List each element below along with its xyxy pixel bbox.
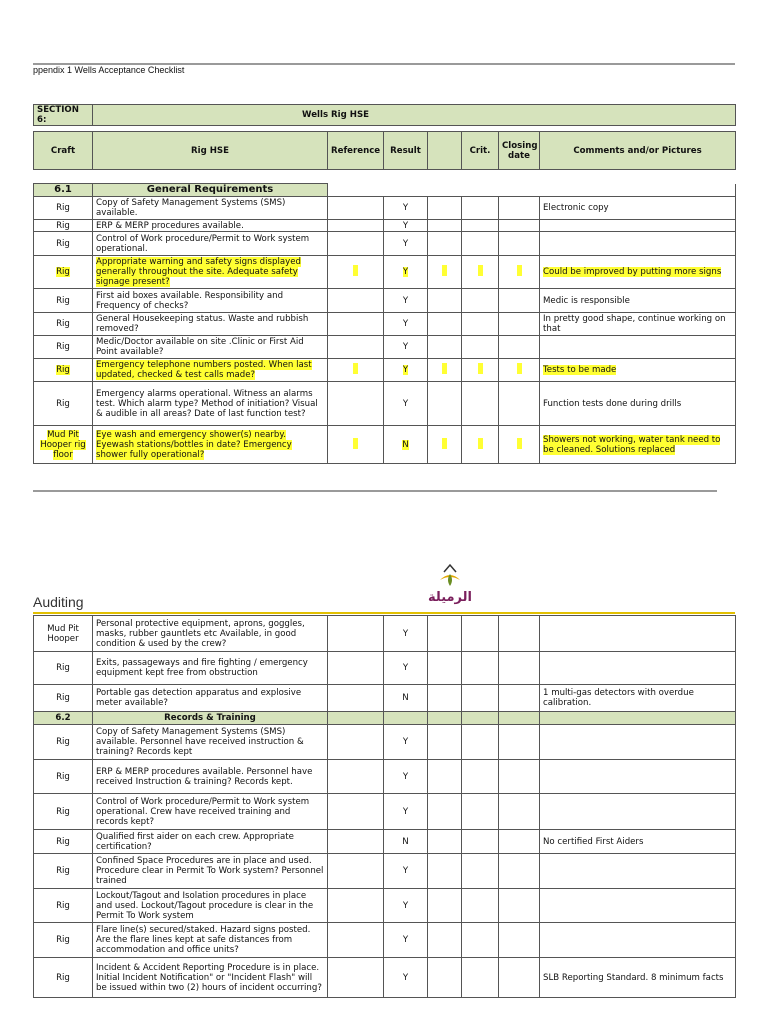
extra-cell	[428, 313, 462, 336]
item-cell: Flare line(s) secured/staked. Hazard signs posted. Are the flare lines kept at safe distances from accommodation and office units?	[93, 923, 328, 958]
comment-cell: Function tests done during drills	[540, 382, 736, 426]
comment-cell: No certified First Aiders	[540, 830, 736, 854]
item-cell: Lockout/Tagout and Isolation procedures in place and used. Lockout/Tagout procedure is clear in the Permit To Work system	[93, 889, 328, 923]
extra-cell	[428, 830, 462, 854]
comment-cell	[540, 336, 736, 359]
comment-cell	[540, 725, 736, 760]
highlight-mark	[478, 265, 483, 276]
extra-cell	[428, 289, 462, 313]
craft-cell: Rig	[34, 794, 93, 830]
closing-date-cell	[499, 359, 540, 382]
craft-cell: Rig	[34, 256, 93, 289]
result-cell: Y	[384, 889, 428, 923]
table-row	[34, 289, 736, 313]
crit-cell	[462, 220, 499, 232]
result-cell: Y	[384, 313, 428, 336]
table-row	[34, 197, 736, 220]
extra-cell	[428, 923, 462, 958]
table-row	[34, 760, 736, 794]
crit-cell	[462, 616, 499, 652]
subsection-number: 6.1	[34, 184, 93, 197]
craft-cell: Rig	[34, 760, 93, 794]
item-cell: Exits, passageways and fire fighting / emergency equipment kept free from obstruction	[93, 652, 328, 685]
reference-cell	[328, 958, 384, 998]
extra-cell	[428, 958, 462, 998]
crit-cell	[462, 313, 499, 336]
reference-cell	[328, 359, 384, 382]
crit-cell	[462, 958, 499, 998]
comment-cell: Could be improved by putting more signs	[540, 256, 736, 289]
result-cell: Y	[384, 232, 428, 256]
table-row	[34, 220, 736, 232]
extra-cell	[428, 256, 462, 289]
highlight-mark	[353, 363, 358, 374]
extra-cell	[428, 220, 462, 232]
closing-date-cell	[499, 830, 540, 854]
crit-cell	[462, 652, 499, 685]
crit-cell	[462, 830, 499, 854]
craft-cell: Rig	[34, 232, 93, 256]
closing-date-cell	[499, 685, 540, 712]
item-cell: Control of Work procedure/Permit to Work system operational. Crew have received training and records kept?	[93, 794, 328, 830]
closing-date-cell	[499, 289, 540, 313]
table-row	[34, 616, 736, 652]
closing-date-cell	[499, 889, 540, 923]
comment-cell	[540, 794, 736, 830]
item-cell: Confined Space Procedures are in place and used. Procedure clear in Permit To Work system? Personnel trained	[93, 854, 328, 889]
result-cell: Y	[384, 854, 428, 889]
craft-cell: Mud Pit Hooper rig floor	[34, 426, 93, 464]
highlight-mark	[442, 438, 447, 449]
closing-date-cell	[499, 794, 540, 830]
col-reference: Reference	[328, 132, 384, 170]
highlight-mark	[517, 438, 522, 449]
craft-cell: Rig	[34, 197, 93, 220]
item-cell: Emergency alarms operational. Witness an alarms test. Which alarm type? Method of initiation? Visual & audible in all areas? Date of last function test?	[93, 382, 328, 426]
closing-date-cell	[499, 197, 540, 220]
table-row	[34, 854, 736, 889]
highlight-mark	[478, 438, 483, 449]
comment-cell: Showers not working, water tank need to be cleaned. Solutions replaced	[540, 426, 736, 464]
subsection-number: 6.2	[34, 712, 93, 725]
checklist-table-6-2	[33, 615, 736, 998]
table-row	[34, 426, 736, 464]
extra-cell	[428, 725, 462, 760]
extra-cell	[428, 760, 462, 794]
extra-cell	[428, 616, 462, 652]
extra-cell	[428, 232, 462, 256]
result-cell: Y	[384, 256, 428, 289]
item-cell: Portable gas detection apparatus and explosive meter available?	[93, 685, 328, 712]
item-cell: Copy of Safety Management Systems (SMS) available. Personnel have received instruction & training? Records kept	[93, 725, 328, 760]
crit-cell	[462, 197, 499, 220]
table-row	[34, 336, 736, 359]
closing-date-cell	[499, 958, 540, 998]
craft-cell: Rig	[34, 889, 93, 923]
craft-cell: Rig	[34, 923, 93, 958]
crit-cell	[462, 889, 499, 923]
item-cell: Qualified first aider on each crew. Appropriate certification?	[93, 830, 328, 854]
result-cell: Y	[384, 336, 428, 359]
comment-cell: In pretty good shape, continue working on that	[540, 313, 736, 336]
table-row	[34, 382, 736, 426]
craft-cell: Rig	[34, 725, 93, 760]
result-cell: N	[384, 426, 428, 464]
item-cell: ERP & MERP procedures available.	[93, 220, 328, 232]
crit-cell	[462, 760, 499, 794]
col-crit: Crit.	[462, 132, 499, 170]
comment-cell	[540, 220, 736, 232]
extra-cell	[428, 359, 462, 382]
crit-cell	[462, 382, 499, 426]
col-blank	[428, 132, 462, 170]
extra-cell	[428, 854, 462, 889]
crit-cell	[462, 794, 499, 830]
item-cell: Control of Work procedure/Permit to Work system operational.	[93, 232, 328, 256]
reference-cell	[328, 652, 384, 685]
extra-cell	[428, 336, 462, 359]
result-cell: Y	[384, 220, 428, 232]
comment-cell: Medic is responsible	[540, 289, 736, 313]
craft-cell: Rig	[34, 289, 93, 313]
extra-cell	[428, 652, 462, 685]
extra-cell	[428, 426, 462, 464]
result-cell: Y	[384, 382, 428, 426]
crit-cell	[462, 426, 499, 464]
closing-date-cell	[499, 616, 540, 652]
crit-cell	[462, 923, 499, 958]
comment-cell: Tests to be made	[540, 359, 736, 382]
reference-cell	[328, 289, 384, 313]
comment-cell	[540, 854, 736, 889]
comment-cell	[540, 232, 736, 256]
comment-cell: SLB Reporting Standard. 8 minimum facts	[540, 958, 736, 998]
crit-cell	[462, 289, 499, 313]
section-title: Wells Rig HSE	[93, 105, 736, 126]
item-cell: Emergency telephone numbers posted. When last updated, checked & test calls made?	[93, 359, 328, 382]
result-cell: Y	[384, 616, 428, 652]
craft-cell: Rig	[34, 652, 93, 685]
crit-cell	[462, 359, 499, 382]
result-cell: Y	[384, 794, 428, 830]
table-row	[34, 256, 736, 289]
col-craft: Craft	[34, 132, 93, 170]
craft-cell: Rig	[34, 220, 93, 232]
document-title: ppendix 1 Wells Acceptance Checklist	[33, 65, 185, 75]
comment-cell: 1 multi-gas detectors with overdue calibration.	[540, 685, 736, 712]
header-rule	[33, 63, 735, 65]
extra-cell	[428, 382, 462, 426]
page-rule	[33, 490, 717, 492]
extra-cell	[428, 794, 462, 830]
item-cell: ERP & MERP procedures available. Personnel have received Instruction & training? Records kept.	[93, 760, 328, 794]
table-row	[34, 313, 736, 336]
reference-cell	[328, 220, 384, 232]
reference-cell	[328, 854, 384, 889]
closing-date-cell	[499, 760, 540, 794]
closing-date-cell	[499, 382, 540, 426]
craft-cell: Rig	[34, 313, 93, 336]
reference-cell	[328, 830, 384, 854]
craft-cell: Rig	[34, 685, 93, 712]
craft-cell: Rig	[34, 830, 93, 854]
highlight-mark	[353, 265, 358, 276]
svg-text:الرميلة: الرميلة	[428, 590, 472, 605]
company-logo	[424, 560, 476, 606]
reference-cell	[328, 336, 384, 359]
checklist-table-6-1	[33, 183, 736, 464]
col-comments: Comments and/or Pictures	[540, 132, 736, 170]
result-cell: Y	[384, 760, 428, 794]
table-row	[34, 889, 736, 923]
auditing-rule	[33, 612, 735, 614]
table-row	[34, 725, 736, 760]
item-cell: Personal protective equipment, aprons, goggles, masks, rubber gauntlets etc Available, in good condition & used by the crew?	[93, 616, 328, 652]
col-closing-date: Closing date	[499, 132, 540, 170]
comment-cell	[540, 923, 736, 958]
closing-date-cell	[499, 256, 540, 289]
crit-cell	[462, 685, 499, 712]
result-cell: Y	[384, 197, 428, 220]
reference-cell	[328, 685, 384, 712]
reference-cell	[328, 232, 384, 256]
crit-cell	[462, 336, 499, 359]
closing-date-cell	[499, 652, 540, 685]
highlight-mark	[517, 363, 522, 374]
closing-date-cell	[499, 725, 540, 760]
reference-cell	[328, 760, 384, 794]
reference-cell	[328, 616, 384, 652]
closing-date-cell	[499, 232, 540, 256]
closing-date-cell	[499, 426, 540, 464]
table-row	[34, 923, 736, 958]
item-cell: Appropriate warning and safety signs displayed generally throughout the site. Adequate safety signage present?	[93, 256, 328, 289]
table-row	[34, 685, 736, 712]
comment-cell	[540, 652, 736, 685]
highlight-mark	[517, 265, 522, 276]
closing-date-cell	[499, 220, 540, 232]
item-cell: Copy of Safety Management Systems (SMS) available.	[93, 197, 328, 220]
result-cell: Y	[384, 652, 428, 685]
column-header-table	[33, 131, 736, 170]
col-rig-hse: Rig HSE	[93, 132, 328, 170]
closing-date-cell	[499, 854, 540, 889]
item-cell: First aid boxes available. Responsibility and Frequency of checks?	[93, 289, 328, 313]
closing-date-cell	[499, 923, 540, 958]
result-cell: Y	[384, 923, 428, 958]
result-cell: Y	[384, 958, 428, 998]
item-cell: General Housekeeping status. Waste and rubbish removed?	[93, 313, 328, 336]
comment-cell	[540, 616, 736, 652]
reference-cell	[328, 426, 384, 464]
reference-cell	[328, 725, 384, 760]
highlight-mark	[353, 438, 358, 449]
result-cell: Y	[384, 359, 428, 382]
reference-cell	[328, 313, 384, 336]
auditing-heading: Auditing	[33, 594, 84, 610]
result-cell: N	[384, 830, 428, 854]
result-cell: Y	[384, 289, 428, 313]
extra-cell	[428, 685, 462, 712]
craft-cell: Rig	[34, 958, 93, 998]
extra-cell	[428, 889, 462, 923]
comment-cell	[540, 760, 736, 794]
reference-cell	[328, 889, 384, 923]
item-cell: Eye wash and emergency shower(s) nearby. Eyewash stations/bottles in date? Emergency shower fully operational?	[93, 426, 328, 464]
extra-cell	[428, 197, 462, 220]
result-cell: N	[384, 685, 428, 712]
crit-cell	[462, 725, 499, 760]
highlight-mark	[442, 265, 447, 276]
item-cell: Incident & Accident Reporting Procedure is in place. Initial Incident Notification" or "Incident Flash" will be issued within two (2) hours of incident occurring?	[93, 958, 328, 998]
reference-cell	[328, 256, 384, 289]
crit-cell	[462, 854, 499, 889]
craft-cell: Rig	[34, 382, 93, 426]
craft-cell: Rig	[34, 336, 93, 359]
table-row	[34, 652, 736, 685]
reference-cell	[328, 382, 384, 426]
highlight-mark	[478, 363, 483, 374]
crit-cell	[462, 256, 499, 289]
crit-cell	[462, 232, 499, 256]
section-header-table	[33, 104, 736, 126]
col-result: Result	[384, 132, 428, 170]
table-row	[34, 958, 736, 998]
item-cell: Medic/Doctor available on site .Clinic or First Aid Point available?	[93, 336, 328, 359]
craft-cell: Mud Pit Hooper	[34, 616, 93, 652]
reference-cell	[328, 923, 384, 958]
craft-cell: Rig	[34, 359, 93, 382]
table-row	[34, 232, 736, 256]
comment-cell: Electronic copy	[540, 197, 736, 220]
result-cell: Y	[384, 725, 428, 760]
table-row	[34, 359, 736, 382]
table-row	[34, 794, 736, 830]
reference-cell	[328, 794, 384, 830]
subsection-title: General Requirements	[93, 184, 328, 197]
closing-date-cell	[499, 313, 540, 336]
highlight-mark	[442, 363, 447, 374]
table-row	[34, 830, 736, 854]
subsection-title: Records & Training	[93, 712, 328, 725]
comment-cell	[540, 889, 736, 923]
reference-cell	[328, 197, 384, 220]
craft-cell: Rig	[34, 854, 93, 889]
closing-date-cell	[499, 336, 540, 359]
section-label: SECTION 6:	[34, 105, 93, 126]
